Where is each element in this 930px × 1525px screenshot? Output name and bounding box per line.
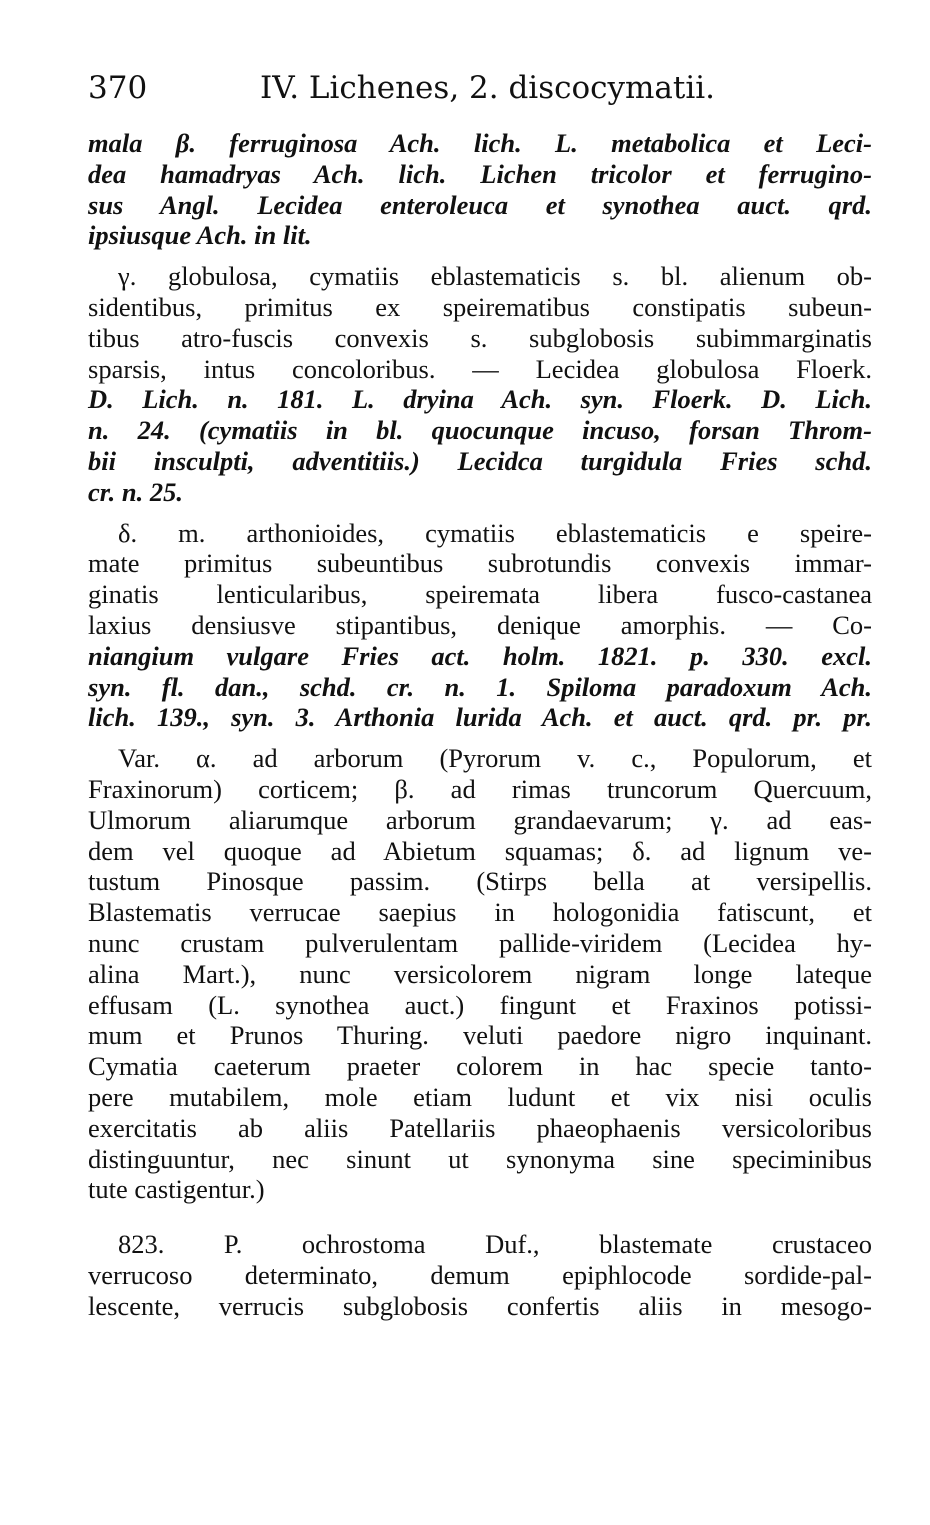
text-line: effusam (L. synothea auct.) fingunt et Fraxinos potissi- xyxy=(88,989,872,1020)
text-line: Ulmorum aliarumque arborum grandaevarum; γ. ad eas- xyxy=(88,804,872,835)
text-line: cr. n. 25. xyxy=(88,476,183,507)
text-line: n. 24. (cymatiis in bl. quocunque incuso, forsan Throm- xyxy=(88,415,872,446)
text-line: Var. α. ad arborum (Pyrorum v. c., Populorum, et xyxy=(118,743,872,774)
text-line: pere mutabilem, mole etiam ludunt et vix nisi oculis xyxy=(88,1081,872,1112)
text-line: verrucoso determinato, demum epiphlocode sordide-pal- xyxy=(88,1259,872,1290)
text-line: 823. P. ochrostoma Duf., blastemate crustaceo xyxy=(118,1229,872,1260)
text-line: laxius densiusve stipantibus, denique amorphis. — Co- xyxy=(88,609,872,640)
page-number: 370 xyxy=(88,70,148,106)
text-line: tibus atro-fuscis convexis s. subglobosis subimmarginatis xyxy=(88,322,872,353)
text-line: ginatis lenticularibus, speiremata libera fusco-castanea xyxy=(88,579,872,610)
text-line: dea hamadryas Ach. lich. Lichen tricolor et ferrugino- xyxy=(88,158,872,189)
text-line: alina Mart.), nunc versicolorem nigram longe lateque xyxy=(88,958,872,989)
paragraph-entry-823 xyxy=(88,1229,872,1321)
text-line: sidentibus, primitus ex speirematibus constipatis subeun- xyxy=(88,291,872,322)
text-line: D. Lich. n. 181. L. dryina Ach. syn. Floerk. D. Lich. xyxy=(88,384,872,415)
text-line: sparsis, intus concoloribus. — Lecidea globulosa Floerk. xyxy=(88,353,872,384)
text-line: nunc crustam pulverulentam pallide-viridem (Lecidea hy- xyxy=(88,927,872,958)
paragraph-gamma-globulosa xyxy=(88,261,872,507)
text-line: lescente, verrucis subglobosis confertis aliis in mesogo- xyxy=(88,1290,872,1321)
page-body xyxy=(88,128,872,1321)
text-line: Fraxinorum) corticem; β. ad rimas truncorum Quercuum, xyxy=(88,773,872,804)
text-line: δ. m. arthonioides, cymatiis eblastematicis e speire- xyxy=(118,517,872,548)
text-line: dem vel quoque ad Abietum squamas; δ. ad lignum ve- xyxy=(88,835,872,866)
text-line: mum et Prunos Thuring. veluti paedore nigro inquinant. xyxy=(88,1020,872,1051)
paragraph-synonyms-continuation xyxy=(88,128,872,251)
paragraph-varieties-habitat xyxy=(88,743,872,1205)
text-line: bii insculpti, adventitiis.) Lecidca turgidula Fries schd. xyxy=(88,445,872,476)
text-line: ipsiusque Ach. in lit. xyxy=(88,220,312,251)
text-line: tustum Pinosque passim. (Stirps bella at versipellis. xyxy=(88,866,872,897)
text-line: sus Angl. Lecidea enteroleuca et synothea auct. qrd. xyxy=(88,189,872,220)
text-line: Cymatia caeterum praeter colorem in hac specie tanto- xyxy=(88,1051,872,1082)
text-line: exercitatis ab aliis Patellariis phaeophaenis versicoloribus xyxy=(88,1112,872,1143)
text-line: lich. 139., syn. 3. Arthonia lurida Ach. et auct. qrd. pr. pr. xyxy=(88,702,872,733)
running-title: IV. Lichenes, 2. discocymatii. xyxy=(260,70,716,106)
text-line: γ. globulosa, cymatiis eblastematicis s. bl. alienum ob- xyxy=(118,261,872,292)
text-line: tute castigentur.) xyxy=(88,1174,265,1205)
text-line: mate primitus subeuntibus subrotundis convexis immar- xyxy=(88,548,872,579)
text-line: mala β. ferruginosa Ach. lich. L. metabolica et Leci- xyxy=(88,128,872,158)
text-line: distinguuntur, nec sinunt ut synonyma sine speciminibus xyxy=(88,1143,872,1174)
paragraph-delta-arthonioides xyxy=(88,518,872,734)
text-line: syn. fl. dan., schd. cr. n. 1. Spiloma paradoxum Ach. xyxy=(88,671,872,702)
text-line: Blastematis verrucae saepius in hologonidia fatiscunt, et xyxy=(88,897,872,928)
text-line: niangium vulgare Fries act. holm. 1821. p. 330. excl. xyxy=(88,640,872,671)
